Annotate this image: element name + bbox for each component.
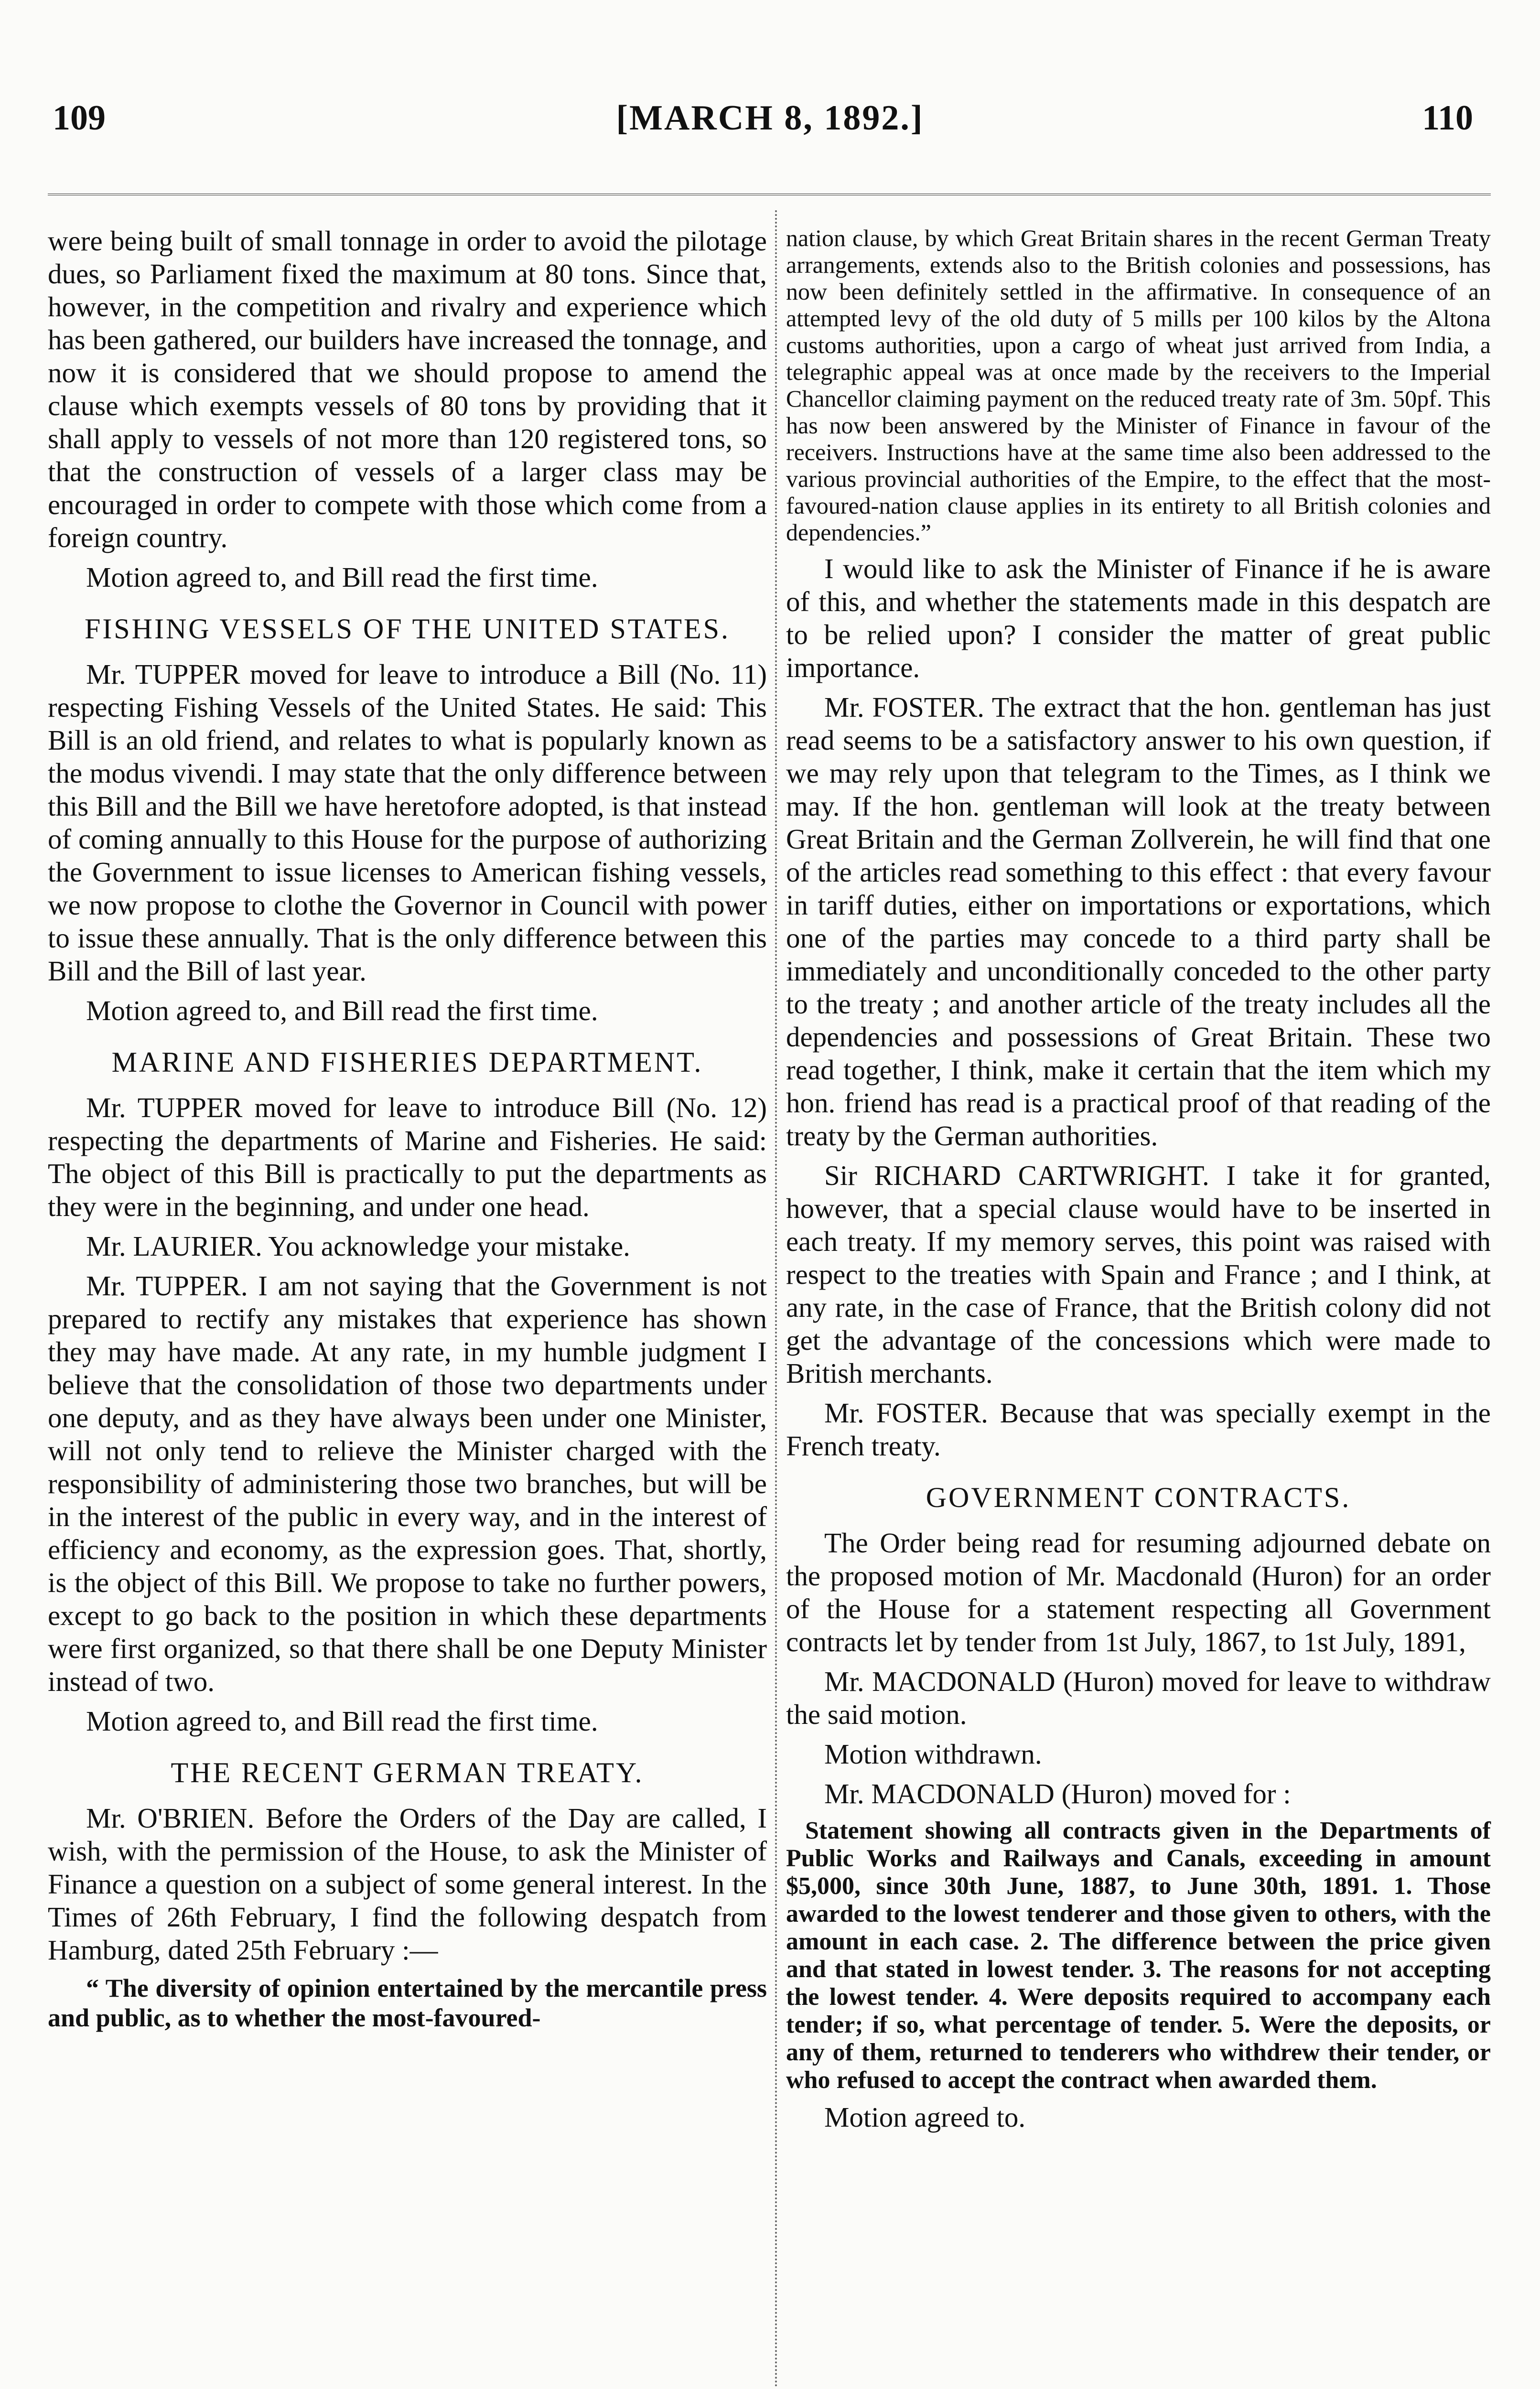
- left-column: [48, 225, 767, 2039]
- section-heading: GOVERNMENT CONTRACTS.: [926, 1482, 1351, 1513]
- section-heading: THE RECENT GERMAN TREATY.: [171, 1757, 644, 1788]
- paragraph: Motion agreed to.: [824, 2101, 1026, 2133]
- quotation: “ The diversity of opinion entertained by the mercantile press and public, as to whether the most-favoured-: [48, 1974, 767, 2032]
- paragraph: Motion withdrawn.: [824, 1738, 1042, 1770]
- quotation: nation clause, by which Great Britain shares in the recent German Treaty arrangements, extends also to the British colonies and possessions, has now been definitely settled in the affirmative. In consequence of an attempted levy of the old duty of 5 mills per 100 kilos by the Altona customs authorities, upon a cargo of wheat just arrived from India, a telegraphic appeal was at once made by the receivers to the Imperial Chancellor claiming payment on the reduced treaty rate of 3m. 50pf. This has now been answered by the Minister of Finance in favour of the receivers. Instructions have at the same time also been addressed to the various provincial authorities of the Empire, to the effect that the most-favoured-nation clause applies in its entirety to all British colonies and dependencies.”: [786, 225, 1491, 546]
- header-rule: [48, 194, 1491, 195]
- paragraph: Mr. FOSTER. Because that was specially exempt in the French treaty.: [786, 1397, 1491, 1462]
- paragraph: I would like to ask the Minister of Finance if he is aware of this, and whether the statements made in this despatch are to be relied upon? I consider the matter of great public importance.: [786, 553, 1491, 683]
- paragraph: Motion agreed to, and Bill read the first time.: [86, 995, 598, 1026]
- paragraph: Mr. TUPPER. I am not saying that the Government is not prepared to rectify any mistakes that experience has shown they may have made. At any rate, in my humble judgment I believe that the consolidation of those two departments under one deputy, and as they have always been under one Minister, will not only tend to relieve the Minister charged with the responsibility of administering those two branches, but will be in the interest of the public in every way, and in the interest of efficiency and economy, as the expression goes. That, shortly, is the object of this Bill. We propose to take no further powers, except to go back to the position in which these departments were first organized, so that there shall be one Deputy Minister instead of two.: [48, 1270, 767, 1697]
- page-number-left: 109: [53, 98, 106, 138]
- paragraph: Motion agreed to, and Bill read the first time.: [86, 1705, 598, 1737]
- motion-statement: Statement showing all contracts given in the Departments of Public Works and Railways and Canals, exceeding in amount $5,000, since 30th June, 1887, to June 30th, 1891. 1. Those awarded to the lowest tenderer and those given to others, with the amount in each case. 2. The difference between the price given and that stated in lowest tender. 3. The reasons for not accepting the lowest tender. 4. Were deposits required to accompany each tender; if so, what percentage of tender. 5. Were the deposits, or any of them, returned to tenderers who withdrew their tender, or who refused to accept the contract when awarded them.: [786, 1817, 1491, 2094]
- right-column: [786, 225, 1491, 2141]
- paragraph: Sir RICHARD CARTWRIGHT. I take it for granted, however, that a special clause would have to be inserted in each treaty. If my memory serves, this point was raised with respect to the treaties with Spain and France ; and I think, at any rate, in the case of France, that the British colony did not get the advantage of the concessions which were made to British merchants.: [786, 1160, 1491, 1389]
- page-header: [0, 98, 1540, 155]
- paragraph: Mr. LAURIER. You acknowledge your mistake.: [86, 1230, 630, 1262]
- paragraph: Motion agreed to, and Bill read the first time.: [86, 561, 598, 593]
- paragraph: Mr. O'BRIEN. Before the Orders of the Day are called, I wish, with the permission of the House, to ask the Minister of Finance a question on a subject of some general interest. In the Times of 26th February, I find the following despatch from Hamburg, dated 25th February :—: [48, 1802, 767, 1966]
- paragraph: Mr. MACDONALD (Huron) moved for :: [824, 1778, 1291, 1809]
- section-heading: MARINE AND FISHERIES DEPARTMENT.: [111, 1046, 703, 1078]
- paragraph: Mr. TUPPER moved for leave to introduce Bill (No. 12) respecting the departments of Marine and Fisheries. He said: The object of this Bill is practically to put the departments as they were in the beginning, and under one head.: [48, 1092, 767, 1222]
- page-number-right: 110: [1422, 98, 1473, 138]
- paragraph: The Order being read for resuming adjourned debate on the proposed motion of Mr. Macdonald (Huron) for an order of the House for a statement respecting all Government contracts let by tender from 1st July, 1867, to 1st July, 1891,: [786, 1527, 1491, 1657]
- page-date: [MARCH 8, 1892.]: [616, 98, 924, 138]
- paragraph: Mr. FOSTER. The extract that the hon. gentleman has just read seems to be a satisfactory answer to his own question, if we may rely upon that telegram to the Times, as I think we may. If the hon. gentleman will look at the treaty between Great Britain and the German Zollverein, he will find that one of the articles read something to this effect : that every favour in tariff duties, either on importations or exportations, which one of the parties may concede to a third party shall be immediately and unconditionally conceded to the other party to the treaty ; and another article of the treaty includes all the dependencies and possessions of Great Britain. These two read together, I think, make it certain that the item which my hon. friend has read is a practical proof of that reading of the treaty by the German authorities.: [786, 691, 1491, 1151]
- paragraph: were being built of small tonnage in order to avoid the pilotage dues, so Parliament fixed the maximum at 80 tons. Since that, however, in the competition and rivalry and experience which has been gathered, our builders have increased the tonnage, and now it is considered that we should propose to amend the clause which exempts vessels of 80 tons by providing that it shall apply to vessels of not more than 120 registered tons, so that the construction of vessels of a larger class may be encouraged in order to compete with those which come from a foreign country.: [48, 225, 767, 553]
- section-heading: FISHING VESSELS OF THE UNITED STATES.: [84, 613, 731, 645]
- paragraph: Mr. TUPPER moved for leave to introduce a Bill (No. 11) respecting Fishing Vessels of the United States. He said: This Bill is an old friend, and relates to what is popularly known as the modus vivendi. I may state that the only difference between this Bill and the Bill we have heretofore adopted, is that instead of coming annually to this House for the purpose of authorizing the Government to issue licenses to American fishing vessels, we now propose to clothe the Governor in Council with power to issue these annually. That is the only difference between this Bill and the Bill of last year.: [48, 658, 767, 987]
- paragraph: Mr. MACDONALD (Huron) moved for leave to withdraw the said motion.: [786, 1666, 1491, 1730]
- column-divider: [775, 210, 777, 2389]
